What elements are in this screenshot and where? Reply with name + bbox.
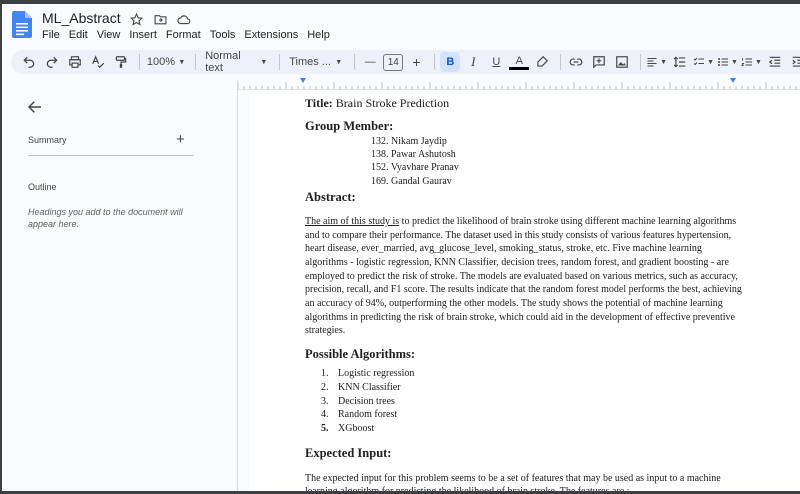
abstract-underlined-phrase: The aim of this study is bbox=[305, 215, 400, 227]
list-item: 1. Logistic regression bbox=[321, 368, 415, 380]
menu-bar bbox=[42, 29, 339, 41]
menu-edit[interactable]: Edit bbox=[68, 29, 88, 41]
text-color-button[interactable]: A bbox=[509, 54, 529, 70]
window-frame-top bbox=[0, 0, 800, 4]
expected-input-heading: Expected Input: bbox=[305, 445, 392, 460]
right-indent-marker-icon[interactable] bbox=[730, 78, 736, 83]
print-icon bbox=[68, 55, 82, 69]
undo-icon bbox=[22, 55, 36, 69]
chevron-down-icon: ▼ bbox=[260, 58, 268, 66]
summary-label: Summary bbox=[28, 135, 67, 145]
toolbar-divider bbox=[279, 54, 280, 70]
member-item: 132. Nikam Jaydip bbox=[371, 136, 447, 147]
line-spacing-button[interactable] bbox=[670, 52, 690, 72]
insert-link-button[interactable] bbox=[566, 52, 586, 72]
menu-format[interactable]: Format bbox=[165, 29, 201, 41]
document-page[interactable] bbox=[249, 90, 800, 491]
back-arrow-icon[interactable] bbox=[26, 98, 44, 116]
increase-font-size-button[interactable]: + bbox=[412, 54, 421, 70]
chevron-down-icon: ▼ bbox=[707, 58, 715, 66]
document-title[interactable]: ML_Abstract bbox=[42, 10, 121, 26]
document-outline-panel bbox=[2, 80, 238, 491]
member-item: 152. Vyavhare Pranav bbox=[371, 162, 459, 174]
menu-help[interactable]: Help bbox=[307, 29, 330, 41]
chevron-down-icon: ▼ bbox=[755, 58, 762, 66]
toolbar-divider bbox=[560, 54, 561, 70]
list-item: 3. Decision trees bbox=[321, 395, 395, 407]
toolbar-divider bbox=[354, 54, 355, 70]
checklist-button[interactable] bbox=[693, 52, 714, 72]
outline-label: Outline bbox=[28, 182, 57, 192]
paint-format-button[interactable] bbox=[111, 52, 131, 72]
line-spacing-icon bbox=[673, 55, 687, 69]
spellcheck-icon bbox=[91, 55, 105, 69]
menu-extensions[interactable]: Extensions bbox=[244, 29, 299, 41]
menu-file[interactable]: File bbox=[42, 29, 60, 41]
paragraph-style-value: Normal text bbox=[205, 50, 241, 74]
zoom-value: 100% bbox=[146, 56, 176, 68]
title-label: Title: bbox=[305, 96, 333, 110]
bulleted-list-icon bbox=[717, 55, 729, 69]
group-member-list bbox=[305, 135, 745, 188]
font-select[interactable] bbox=[285, 52, 346, 72]
member-item: 169. Gandal Gaurav bbox=[371, 175, 452, 187]
add-summary-button[interactable]: + bbox=[176, 131, 185, 148]
chevron-down-icon: ▼ bbox=[178, 58, 186, 66]
expected-input-paragraph: The expected input for this problem seems to be a set of features that may be used as input to a machine bbox=[305, 472, 721, 484]
member-item: 138. Pawar Ashutosh bbox=[371, 149, 456, 161]
decrease-indent-button[interactable] bbox=[765, 52, 785, 72]
abstract-text: to predict the likelihood of brain stroke using different machine learning algorithms and to compare their performance. The dataset used in this study consists of various features hypertension, heart disease, ever_married, avg_glucose_level, smoking_status, stroke, etc. Five machine learning algorithms - logistic regression, KNN Classifier, decision trees, random forest, and gradient boosting - are employed to predict the risk of stroke. The models are evaluated based on various metrics, such as accuracy, precision, recall, and F1 score. The results indicate that the random forest model performs the best, achieving an accuracy of 94%, outperforming the other models. The study shows the potential of machine learning algorithms in predicting the risk of brain stroke, which could aid in the development of effective preventive strategies. bbox=[305, 215, 742, 337]
menu-view[interactable]: View bbox=[96, 29, 121, 41]
spellcheck-button[interactable] bbox=[88, 52, 108, 72]
summary-divider bbox=[28, 155, 194, 156]
title-line bbox=[305, 95, 745, 111]
decrease-font-size-button[interactable]: — bbox=[364, 56, 376, 68]
italic-button[interactable]: I bbox=[471, 54, 476, 69]
numbered-list-icon bbox=[741, 55, 753, 69]
insert-comment-button[interactable] bbox=[589, 52, 609, 72]
abstract-paragraph bbox=[305, 215, 745, 338]
list-item: 2. KNN Classifier bbox=[321, 381, 401, 393]
align-button[interactable] bbox=[646, 52, 667, 72]
highlight-color-button[interactable] bbox=[532, 52, 552, 72]
toolbar-divider bbox=[139, 54, 140, 70]
move-folder-icon[interactable] bbox=[152, 11, 168, 27]
docs-logo-icon[interactable] bbox=[12, 11, 32, 38]
redo-icon bbox=[45, 55, 59, 69]
print-button[interactable] bbox=[65, 52, 85, 72]
menu-tools[interactable]: Tools bbox=[209, 29, 236, 41]
document-body[interactable] bbox=[305, 95, 745, 494]
list-item: 5. XGboost bbox=[321, 422, 375, 434]
zoom-select[interactable] bbox=[145, 52, 187, 72]
increase-indent-icon bbox=[791, 55, 800, 69]
list-item: 4. Random forest bbox=[321, 409, 398, 421]
image-icon bbox=[615, 55, 629, 69]
algorithms-heading: Possible Algorithms: bbox=[305, 347, 416, 362]
toolbar-divider bbox=[640, 54, 641, 70]
redo-button[interactable] bbox=[42, 52, 62, 72]
underline-button[interactable]: U bbox=[492, 56, 501, 68]
algorithms-list bbox=[305, 367, 745, 436]
abstract-heading: Abstract: bbox=[305, 189, 356, 204]
star-icon[interactable] bbox=[128, 11, 144, 27]
group-member-heading: Group Member: bbox=[305, 119, 394, 133]
bulleted-list-button[interactable] bbox=[717, 52, 738, 72]
chevron-down-icon: ▼ bbox=[660, 58, 668, 66]
toolbar-divider bbox=[195, 54, 196, 70]
decrease-indent-icon bbox=[768, 55, 782, 69]
numbered-list-button[interactable] bbox=[741, 52, 762, 72]
font-value: Times ... bbox=[289, 56, 331, 68]
toolbar bbox=[11, 50, 800, 74]
cloud-saved-icon[interactable] bbox=[176, 11, 192, 27]
align-left-icon bbox=[646, 55, 658, 69]
highlighter-icon bbox=[535, 55, 549, 69]
undo-button[interactable] bbox=[19, 52, 39, 72]
chevron-down-icon: ▼ bbox=[731, 58, 738, 66]
paragraph-style-select[interactable] bbox=[201, 52, 271, 72]
toolbar-divider bbox=[434, 54, 435, 70]
link-icon bbox=[569, 55, 583, 69]
title-value: Brain Stroke Prediction bbox=[332, 96, 450, 110]
font-size-input[interactable]: 14 bbox=[383, 54, 403, 71]
menu-insert[interactable]: Insert bbox=[129, 29, 157, 41]
paint-format-icon bbox=[114, 55, 128, 69]
add-comment-icon bbox=[592, 55, 606, 69]
chevron-down-icon: ▼ bbox=[335, 58, 343, 66]
insert-image-button[interactable] bbox=[612, 52, 632, 72]
bold-button[interactable]: B bbox=[440, 52, 460, 72]
left-indent-marker-icon[interactable] bbox=[300, 78, 306, 83]
horizontal-ruler[interactable] bbox=[238, 78, 800, 90]
outline-empty-hint: Headings you add to the document will appear here. bbox=[28, 207, 183, 229]
checklist-icon bbox=[693, 55, 705, 69]
increase-indent-button[interactable] bbox=[788, 52, 800, 72]
